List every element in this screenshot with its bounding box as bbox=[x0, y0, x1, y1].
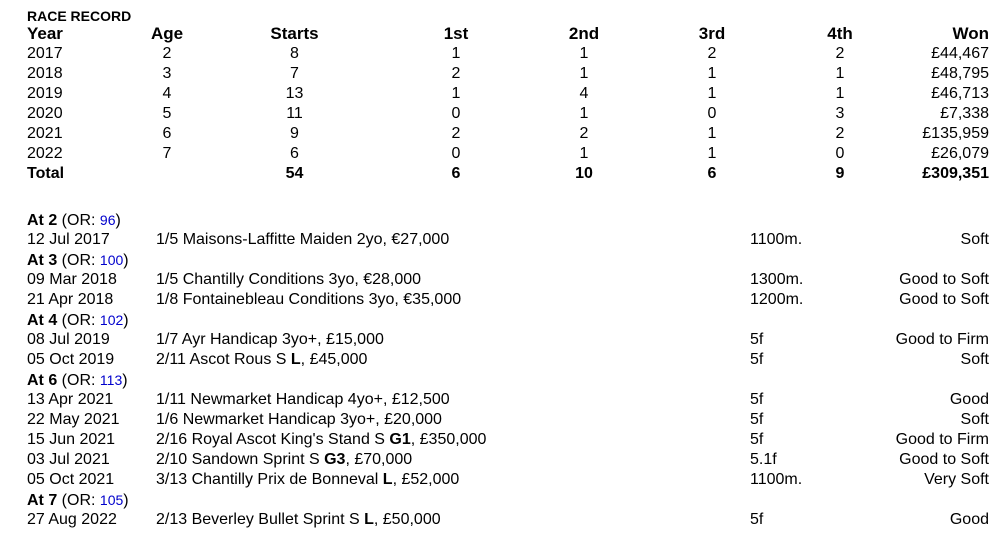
run-race: 1/7 Ayr Handicap 3yo+, £15,000 bbox=[156, 331, 384, 348]
cell-first: 2 bbox=[451, 125, 461, 142]
age-group-header bbox=[27, 210, 989, 230]
cell-first: 2 bbox=[451, 65, 461, 82]
age-group-header bbox=[27, 370, 989, 390]
run-race-grade: L bbox=[290, 351, 301, 368]
total-starts: 54 bbox=[285, 165, 304, 182]
run-race: 1/5 Maisons-Laffitte Maiden 2yo, €27,000 bbox=[156, 231, 450, 248]
official-rating-suffix: ) bbox=[115, 212, 121, 229]
run-race bbox=[156, 510, 441, 530]
cell-age: 7 bbox=[162, 145, 172, 162]
cell-third: 0 bbox=[707, 105, 717, 122]
run-going: Very Soft bbox=[924, 471, 989, 488]
race-record-total-row bbox=[27, 164, 989, 184]
cell-year: 2020 bbox=[27, 105, 63, 122]
run-date: 03 Jul 2021 bbox=[27, 451, 110, 468]
run-distance: 5f bbox=[750, 351, 764, 368]
total-fourth: 9 bbox=[835, 165, 845, 182]
total-third: 6 bbox=[707, 165, 717, 182]
run-race-grade: L bbox=[382, 471, 393, 488]
race-run-row bbox=[27, 510, 989, 530]
run-distance: 5f bbox=[750, 511, 764, 528]
race-run-row bbox=[27, 330, 989, 350]
cell-age: 6 bbox=[162, 125, 172, 142]
run-date: 21 Apr 2018 bbox=[27, 291, 114, 308]
run-race-grade: G3 bbox=[324, 451, 346, 468]
cell-second: 4 bbox=[579, 85, 589, 102]
race-run-row bbox=[27, 410, 989, 430]
run-distance: 1100m. bbox=[750, 471, 803, 488]
cell-first: 0 bbox=[451, 105, 461, 122]
age-group-label: At 2 bbox=[27, 212, 58, 229]
run-going: Soft bbox=[960, 411, 989, 428]
run-race-name: 2/11 Ascot Rous S bbox=[156, 351, 291, 368]
race-run-row bbox=[27, 350, 989, 370]
cell-won: £46,713 bbox=[931, 85, 989, 102]
run-race-name: 3/13 Chantilly Prix de Bonneval bbox=[156, 471, 383, 488]
cell-second: 1 bbox=[579, 145, 589, 162]
run-going: Good to Soft bbox=[899, 451, 989, 468]
cell-fourth: 1 bbox=[835, 85, 845, 102]
age-group-label: At 4 bbox=[27, 312, 58, 329]
run-date: 15 Jun 2021 bbox=[27, 431, 116, 448]
official-rating-link[interactable]: 102 bbox=[99, 312, 124, 328]
total-first: 6 bbox=[451, 165, 461, 182]
run-race bbox=[156, 450, 412, 470]
run-distance: 1200m. bbox=[750, 291, 804, 308]
run-distance: 5f bbox=[750, 411, 764, 428]
cell-first: 1 bbox=[451, 85, 461, 102]
header-age: Age bbox=[150, 24, 184, 43]
cell-starts: 13 bbox=[285, 85, 304, 102]
total-label: Total bbox=[27, 165, 65, 182]
run-distance: 5f bbox=[750, 391, 764, 408]
run-going: Good to Soft bbox=[899, 271, 989, 288]
official-rating-link[interactable]: 100 bbox=[99, 252, 124, 268]
run-going: Good to Firm bbox=[895, 431, 989, 448]
cell-second: 1 bbox=[579, 105, 589, 122]
race-record-row bbox=[27, 64, 989, 84]
run-race-name: 2/16 Royal Ascot King's Stand S bbox=[156, 431, 390, 448]
cell-third: 1 bbox=[707, 65, 717, 82]
run-race-prize: , £52,000 bbox=[392, 471, 460, 488]
official-rating-suffix: ) bbox=[123, 492, 129, 509]
race-run-row bbox=[27, 270, 989, 290]
run-distance: 5.1f bbox=[750, 451, 777, 468]
run-distance: 1100m. bbox=[750, 231, 803, 248]
run-race-prize: , £45,000 bbox=[300, 351, 368, 368]
header-third: 3rd bbox=[698, 24, 726, 43]
race-record-title: RACE RECORD bbox=[27, 8, 132, 24]
cell-first: 1 bbox=[451, 45, 461, 62]
cell-fourth: 3 bbox=[835, 105, 845, 122]
run-date: 27 Aug 2022 bbox=[27, 511, 117, 528]
cell-first: 0 bbox=[451, 145, 461, 162]
official-rating-prefix: (OR: bbox=[57, 312, 100, 329]
cell-starts: 11 bbox=[286, 105, 303, 122]
official-rating-link[interactable]: 105 bbox=[99, 492, 124, 508]
cell-age: 2 bbox=[162, 45, 172, 62]
total-age bbox=[137, 164, 197, 184]
section-spacer bbox=[27, 184, 989, 210]
runs-by-age bbox=[27, 210, 989, 530]
run-going: Good bbox=[949, 511, 989, 528]
run-race: 1/6 Newmarket Handicap 3yo+, £20,000 bbox=[156, 411, 442, 428]
cell-starts: 8 bbox=[290, 45, 299, 62]
run-date: 09 Mar 2018 bbox=[27, 271, 117, 288]
run-race: 1/11 Newmarket Handicap 4yo+, £12,500 bbox=[156, 391, 450, 408]
run-going: Good to Soft bbox=[899, 291, 989, 308]
run-race: 1/5 Chantilly Conditions 3yo, €28,000 bbox=[156, 271, 422, 288]
cell-year: 2018 bbox=[27, 65, 63, 82]
run-distance: 5f bbox=[750, 431, 764, 448]
cell-fourth: 2 bbox=[835, 125, 845, 142]
cell-age: 4 bbox=[162, 85, 172, 102]
run-race-prize: , £350,000 bbox=[410, 431, 487, 448]
run-race-grade: L bbox=[364, 511, 374, 528]
cell-year: 2019 bbox=[27, 85, 63, 102]
race-record-row bbox=[27, 84, 989, 104]
run-going: Good bbox=[949, 391, 989, 408]
cell-second: 2 bbox=[579, 125, 589, 142]
age-group-label: At 6 bbox=[27, 372, 58, 389]
official-rating-suffix: ) bbox=[122, 372, 128, 389]
race-run-row bbox=[27, 450, 989, 470]
cell-year: 2021 bbox=[27, 125, 63, 142]
cell-starts: 9 bbox=[290, 125, 299, 142]
header-year: Year bbox=[27, 24, 63, 43]
official-rating-prefix: (OR: bbox=[57, 372, 100, 389]
run-race-name: 2/13 Beverley Bullet Sprint S bbox=[156, 511, 365, 528]
cell-age: 5 bbox=[162, 105, 172, 122]
race-run-row bbox=[27, 290, 989, 310]
run-race bbox=[156, 470, 459, 490]
official-rating-suffix: ) bbox=[123, 252, 129, 269]
run-race bbox=[156, 350, 367, 370]
race-run-row bbox=[27, 430, 989, 450]
run-going: Good to Firm bbox=[895, 331, 989, 348]
official-rating-prefix: (OR: bbox=[57, 212, 100, 229]
header-starts: Starts bbox=[270, 24, 319, 43]
race-record-header-row bbox=[27, 24, 989, 44]
cell-age: 3 bbox=[162, 65, 172, 82]
cell-won: £7,338 bbox=[940, 105, 989, 122]
age-group-header bbox=[27, 250, 989, 270]
run-date: 05 Oct 2021 bbox=[27, 471, 115, 488]
header-won: Won bbox=[952, 24, 989, 43]
cell-second: 1 bbox=[579, 65, 589, 82]
age-group-label: At 3 bbox=[27, 252, 58, 269]
cell-third: 1 bbox=[707, 145, 717, 162]
total-won: £309,351 bbox=[922, 165, 989, 182]
official-rating-prefix: (OR: bbox=[57, 492, 100, 509]
cell-won: £26,079 bbox=[931, 145, 989, 162]
cell-second: 1 bbox=[579, 45, 589, 62]
cell-year: 2017 bbox=[27, 45, 63, 62]
run-race-name: 2/10 Sandown Sprint S bbox=[156, 451, 325, 468]
cell-won: £48,795 bbox=[931, 65, 989, 82]
official-rating-link[interactable]: 113 bbox=[99, 372, 123, 388]
cell-third: 1 bbox=[707, 85, 717, 102]
race-run-row bbox=[27, 470, 989, 490]
header-fourth: 4th bbox=[827, 24, 853, 43]
total-second: 10 bbox=[575, 165, 593, 182]
race-record-row bbox=[27, 124, 989, 144]
run-race-prize: , £50,000 bbox=[373, 511, 441, 528]
race-record-body bbox=[27, 44, 989, 184]
cell-third: 1 bbox=[707, 125, 717, 142]
official-rating-prefix: (OR: bbox=[57, 252, 100, 269]
cell-year: 2022 bbox=[27, 145, 63, 162]
cell-third: 2 bbox=[707, 45, 717, 62]
race-record-row bbox=[27, 144, 989, 164]
run-date: 12 Jul 2017 bbox=[27, 231, 110, 248]
race-record-row bbox=[27, 104, 989, 124]
cell-fourth: 1 bbox=[835, 65, 845, 82]
cell-fourth: 0 bbox=[835, 145, 845, 162]
run-date: 08 Jul 2019 bbox=[27, 331, 110, 348]
cell-won: £135,959 bbox=[922, 125, 989, 142]
race-run-row bbox=[27, 390, 989, 410]
age-group-header bbox=[27, 490, 989, 510]
race-record-row bbox=[27, 44, 989, 64]
run-date: 22 May 2021 bbox=[27, 411, 120, 428]
run-race-prize: , £70,000 bbox=[345, 451, 413, 468]
age-group-header bbox=[27, 310, 989, 330]
age-group-label: At 7 bbox=[27, 492, 58, 509]
official-rating-suffix: ) bbox=[123, 312, 129, 329]
header-first: 1st bbox=[443, 24, 469, 43]
cell-won: £44,467 bbox=[931, 45, 989, 62]
run-race: 1/8 Fontainebleau Conditions 3yo, €35,000 bbox=[156, 291, 462, 308]
run-distance: 5f bbox=[750, 331, 764, 348]
race-record-table bbox=[27, 24, 989, 184]
run-going: Soft bbox=[960, 231, 989, 248]
run-date: 05 Oct 2019 bbox=[27, 351, 115, 368]
header-second: 2nd bbox=[568, 24, 600, 43]
official-rating-link[interactable]: 96 bbox=[99, 212, 116, 228]
run-distance: 1300m. bbox=[750, 271, 804, 288]
race-record-panel bbox=[27, 8, 989, 530]
cell-starts: 6 bbox=[290, 145, 299, 162]
race-run-row bbox=[27, 230, 989, 250]
run-race bbox=[156, 430, 486, 450]
run-date: 13 Apr 2021 bbox=[27, 391, 114, 408]
cell-fourth: 2 bbox=[835, 45, 845, 62]
run-going: Soft bbox=[960, 351, 989, 368]
run-race-grade: G1 bbox=[389, 431, 411, 448]
cell-starts: 7 bbox=[290, 65, 299, 82]
